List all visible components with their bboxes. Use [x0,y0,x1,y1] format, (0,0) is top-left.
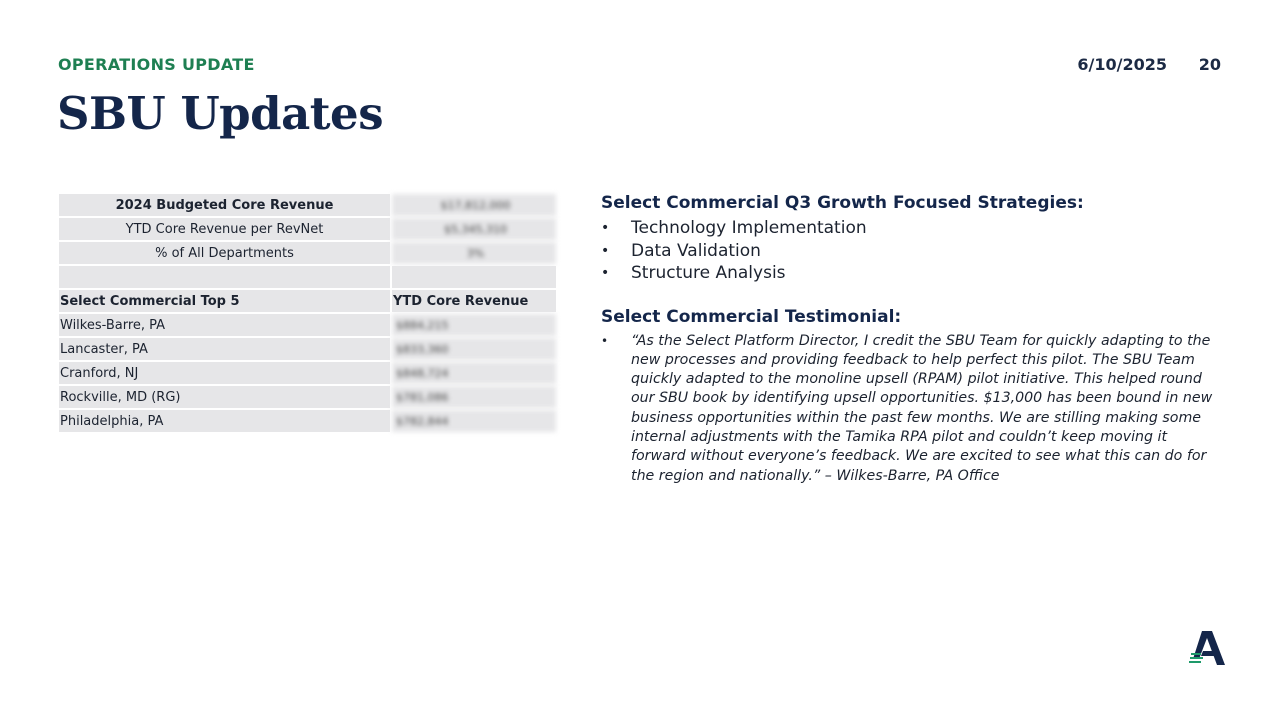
office-revenue: $782,844 [391,409,557,433]
table-row [58,361,557,385]
strategy-text: Technology Implementation [631,218,867,238]
top5-header: Select Commercial Top 5 [58,289,391,313]
list-item [601,262,1221,285]
office-revenue: $884,215 [391,313,557,337]
ytd-row [58,217,557,241]
table-row [58,385,557,409]
strategy-text: Structure Analysis [631,263,786,283]
budget-label: 2024 Budgeted Core Revenue [58,193,391,217]
office-name: Lancaster, PA [58,337,391,361]
slide-date: 6/10/2025 [1077,55,1167,74]
office-revenue: $833,360 [391,337,557,361]
strategies-heading: Select Commercial Q3 Growth Focused Strategies: [601,193,1084,213]
testimonial-quote [601,332,1221,486]
office-name: Rockville, MD (RG) [58,385,391,409]
strategies-list [601,217,1221,285]
strategy-text: Data Validation [631,240,761,261]
pct-label: % of All Departments [58,241,391,265]
testimonial-text: “As the Select Platform Director, I credit the SBU Team for quickly adapting to the new processes and providing feedback to help perfect this pilot. The SBU Team quickly adapted to the monoline upsell (RPAM) pilot initiative. This helped round our SBU book by identifying upsell opportunities. $13,000 has been bound in new business opportunities within the past few months. We are stilling making some internal adjustments with the Tamika RPA pilot and couldn’t keep moving it forward without everyone’s feedback. We are excited to see what this can do for the region and nationally.” – Wilkes-Barre, PA Office [631,332,1213,484]
blank-cell [391,265,557,289]
office-name: Cranford, NJ [58,361,391,385]
office-name: Philadelphia, PA [58,409,391,433]
office-name: Wilkes-Barre, PA [58,313,391,337]
top5-header-row [58,289,557,313]
top5-value-header: YTD Core Revenue [391,289,557,313]
budget-value: $17,812,000 [391,193,557,217]
office-revenue: $848,724 [391,361,557,385]
office-revenue: $781,086 [391,385,557,409]
pct-row [58,241,557,265]
company-logo-icon [1189,631,1225,665]
ytd-value: $5,345,310 [391,217,557,241]
page-title: SBU Updates [57,87,384,140]
list-item [601,240,1221,263]
page-number: 20 [1198,55,1221,74]
testimonial-heading: Select Commercial Testimonial: [601,306,902,327]
bullet-icon: • [601,242,610,259]
table-row [58,313,557,337]
list-item [601,217,1221,240]
bullet-icon: • [601,265,610,281]
revenue-table [57,192,558,434]
section-label: OPERATIONS UPDATE [58,55,255,74]
ytd-label: YTD Core Revenue per RevNet [58,217,391,241]
blank-cell [58,265,391,289]
right-column [601,193,1221,486]
pct-value: 3% [391,241,557,265]
blank-row [58,265,557,289]
budget-row [58,193,557,217]
bullet-icon: • [601,333,609,348]
bullet-icon: • [601,220,610,236]
table-row [58,337,557,361]
table-row [58,409,557,433]
